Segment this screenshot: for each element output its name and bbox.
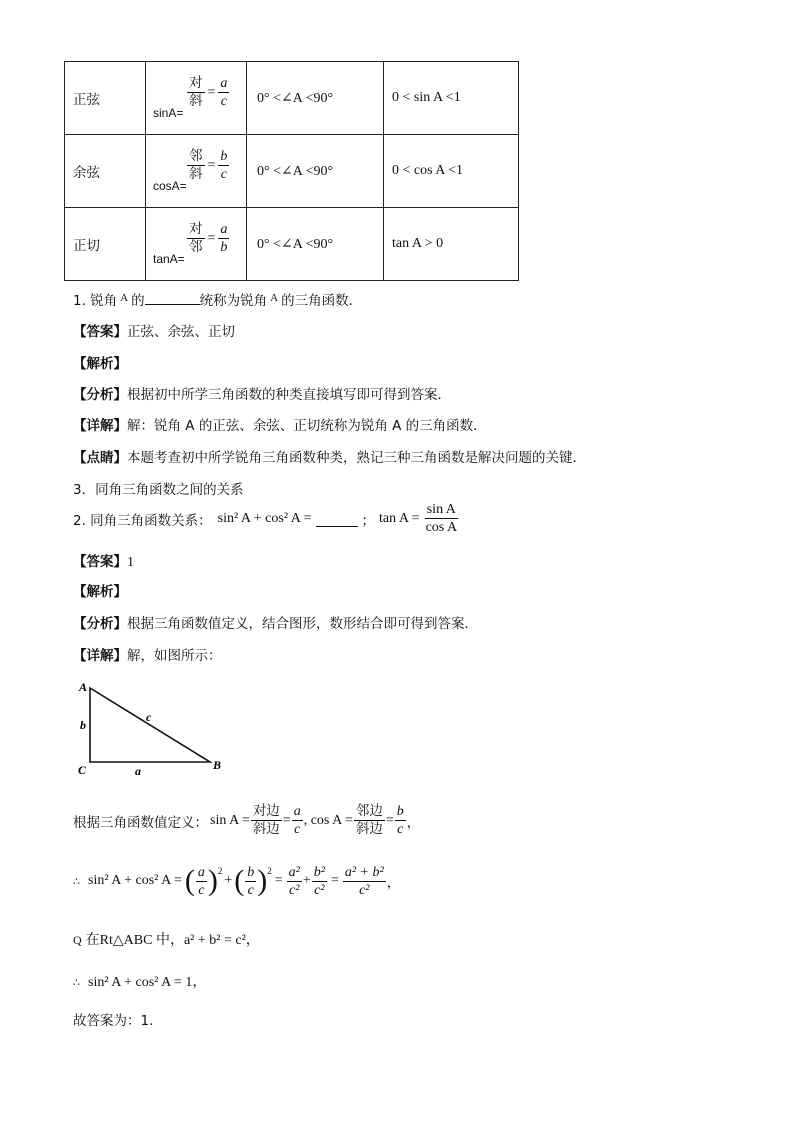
value-range-cell: tan A > 0: [384, 208, 519, 281]
triangle-shape: [90, 688, 210, 762]
derivation-line-3: Q 在Rt△ABC 中，a² + b² = c²，: [73, 933, 260, 948]
definition-cell: tanA= $\frac{\text{对}}{\text{邻}}$ = $\frac{a}{b}$: [146, 208, 247, 281]
vertex-label-B: B: [213, 758, 222, 772]
q1-blank: [145, 304, 200, 305]
vertex-label-C: C: [78, 763, 87, 777]
side-label-a: a: [135, 764, 141, 778]
value-range-cell: 0 < cos A <1: [384, 135, 519, 208]
q2-xiangjie: 【详解】解，如图所示：: [73, 648, 222, 664]
a2-over-c2: $\frac{\text{a²}}{\text{c²}}$: [288, 864, 300, 898]
q2-question: 2. 同角三角函数关系： sin² A + cos² A = ； tan A = $\frac{\text{sin A}}{\text{cos A}}$: [73, 502, 458, 535]
angle-range-cell: 0° <∠A <90°: [247, 62, 384, 135]
table-row: [65, 135, 519, 208]
q2-fenxi: 【分析】根据三角函数值定义，结合图形，数形结合即可得到答案．: [73, 616, 478, 632]
derivation-line-4: ∴ sin² A + cos² A = 1，: [73, 975, 207, 990]
var-fraction: $\frac{b}{c}$: [220, 149, 228, 182]
angle-range-cell: 0° <∠A <90°: [247, 135, 384, 208]
section-3-heading: 3．同角三角函数之间的关系: [73, 482, 244, 498]
adj-over-hyp: $\frac{\text{邻边}}{\text{斜边}}$: [355, 803, 383, 837]
paren-a-over-c: $\frac{a}{c}$: [197, 864, 205, 898]
table-row: [65, 62, 519, 135]
q2-blank: [316, 511, 358, 527]
function-name-cell: 正弦: [65, 62, 146, 135]
q1-analysis-tag: 【解析】: [73, 356, 127, 372]
word-fraction: $\frac{\text{对}}{\text{邻}}$: [189, 221, 203, 255]
q1-xiangjie: 【详解】解：锐角 A 的正弦、余弦、正切统称为锐角 A 的三角函数．: [73, 418, 487, 434]
b2-over-c2: $\frac{\text{b²}}{\text{c²}}$: [313, 864, 325, 898]
vertex-label-A: A: [79, 680, 88, 694]
right-triangle-figure: [74, 678, 234, 780]
q1-answer: 【答案】正弦、余弦、正切: [73, 324, 235, 340]
function-name-cell: 正切: [65, 208, 146, 281]
function-name-cell: 余弦: [65, 135, 146, 208]
value-range-cell: 0 < sin A <1: [384, 62, 519, 135]
word-fraction: $\frac{\text{邻}}{\text{斜}}$: [189, 148, 203, 182]
angle-range-cell: 0° <∠A <90°: [247, 208, 384, 281]
table-row: [65, 208, 519, 281]
opp-over-hyp: $\frac{\text{对边}}{\text{斜边}}$: [252, 803, 280, 837]
tan-fraction: $\frac{\text{sin A}}{\text{cos A}}$: [425, 502, 458, 535]
word-fraction: $\frac{\text{对}}{\text{斜}}$: [189, 75, 203, 109]
definition-cell: sinA= $\frac{\text{对}}{\text{斜}}$ = $\frac{a}{c}$: [146, 62, 247, 135]
q1-question: 1. 锐角 $^A$ 的 统称为锐角 $^A$ 的三角函数．: [73, 292, 363, 309]
derivation-line-1: 根据三角函数值定义： sin A = $\frac{\text{对边}}{\text{斜边}}$ = $\frac{a}{c}$ , cos A = $\frac{\text{邻边}}{\text{斜边}}$ = $\frac{b}{c}$ ，: [73, 803, 421, 837]
q2-analysis-tag: 【解析】: [73, 584, 127, 600]
q1-dianjing: 【点睛】本题考查初中所学锐角三角函数种类，熟记三种三角函数是解决问题的关键．: [73, 450, 586, 466]
definition-cell: cosA= $\frac{\text{邻}}{\text{斜}}$ = $\frac{b}{c}$: [146, 135, 247, 208]
a-over-c: $\frac{a}{c}$: [293, 804, 301, 837]
derivation-line-2: ∴ sin² A + cos² A = ( $\frac{a}{c}$ ) 2 + ( $\frac{b}{c}$ ) 2 = $\frac{\text{a²}}{\text{c²}}$ + $\frac{\text{b²}}{\text{c²}}$ = $\frac{\text{a² + b²}}{\text{c²}}$ ，: [73, 864, 401, 898]
var-fraction: $\frac{a}{b}$: [220, 222, 228, 255]
paren-b-over-c: $\frac{b}{c}$: [247, 864, 255, 898]
conclusion: 故答案为：1．: [73, 1013, 163, 1029]
var-fraction: $\frac{a}{c}$: [220, 76, 228, 109]
b-over-c: $\frac{b}{c}$: [396, 804, 404, 837]
trig-definition-table: [64, 61, 519, 281]
side-label-c: c: [146, 710, 152, 724]
q2-answer: 【答案】1: [73, 554, 134, 570]
q1-fenxi: 【分析】根据初中所学三角函数的种类直接填写即可得到答案．: [73, 387, 451, 403]
side-label-b: b: [80, 718, 86, 732]
sum-over-c2: $\frac{\text{a² + b²}}{\text{c²}}$: [344, 864, 384, 898]
